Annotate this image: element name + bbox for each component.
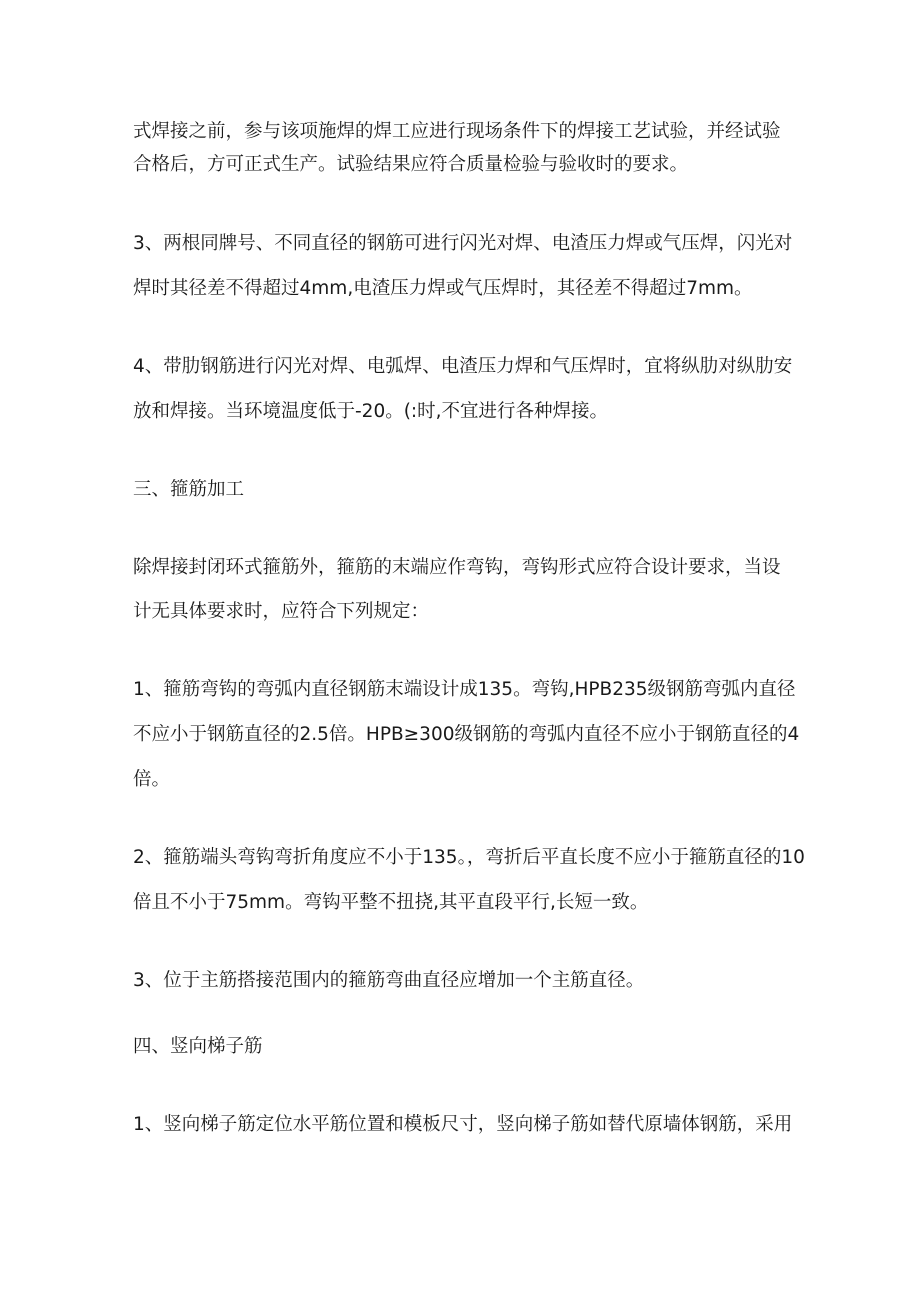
text-line: 不应小于钢筋直径的2.5倍。HPB≥300级钢筋的弯弧内直径不应小于钢筋直径的4 xyxy=(133,724,800,745)
text-line: 焊时其径差不得超过4mm,电渣压力焊或气压焊时，其径差不得超过7mm。 xyxy=(133,278,753,299)
text-line: 1、竖向梯子筋定位水平筋位置和模板尺寸，竖向梯子筋如替代原墙体钢筋，采用 xyxy=(133,1114,793,1135)
text-line: 式焊接之前，参与该项施焊的焊工应进行现场条件下的焊接工艺试验，并经试验 xyxy=(133,121,781,142)
text-line: 4、带肋钢筋进行闪光对焊、电弧焊、电渣压力焊和气压焊时，宜将纵肋对纵肋安 xyxy=(133,356,793,377)
section-heading: 四、竖向梯子筋 xyxy=(133,1036,263,1057)
text-line: 1、箍筋弯钩的弯弧内直径钢筋末端设计成135。弯钩,HPB235级钢筋弯弧内直径 xyxy=(133,679,796,700)
text-line: 放和焊接。当环境温度低于-20。(:时,不宜进行各种焊接。 xyxy=(133,401,609,422)
text-line: 倍且不小于75mm。弯钩平整不扭挠,其平直段平行,长短一致。 xyxy=(133,892,649,913)
text-line: 除焊接封闭环式箍筋外，箍筋的末端应作弯钩，弯钩形式应符合设计要求，当设 xyxy=(133,557,781,578)
text-line: 合格后，方可正式生产。试验结果应符合质量检验与验收时的要求。 xyxy=(133,154,689,175)
text-line: 3、两根同牌号、不同直径的钢筋可进行闪光对焊、电渣压力焊或气压焊，闪光对 xyxy=(133,233,793,254)
text-line: 3、位于主筋搭接范围内的箍筋弯曲直径应增加一个主筋直径。 xyxy=(133,970,645,991)
text-line: 2、箍筋端头弯钩弯折角度应不小于135。，弯折后平直长度不应小于箍筋直径的10 xyxy=(133,847,805,868)
text-line: 计无具体要求时，应符合下列规定： xyxy=(133,601,430,622)
section-heading: 三、箍筋加工 xyxy=(133,479,245,500)
text-line: 倍。 xyxy=(133,769,171,790)
